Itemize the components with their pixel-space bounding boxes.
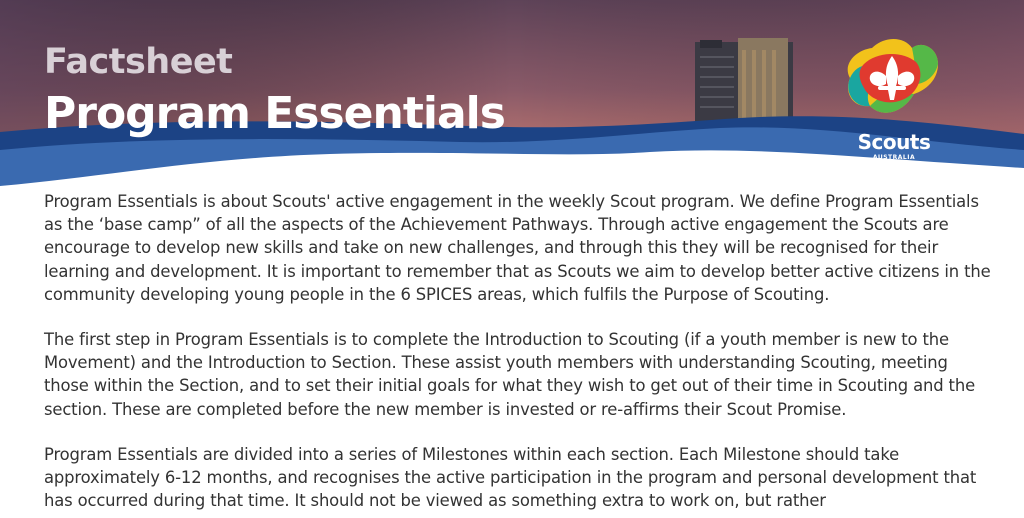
paragraph: Program Essentials is about Scouts' active engagement in the weekly Scout program. We define Program Essentials as the ‘base camp” of all the aspects of the Achievement Pathways. Through active engagement the Scouts are encourage to develop new skills and take on new challenges, and through this they will be recognised for their learning and development. It is important to remember that as Scouts we aim to develop better active citizens in the community developing young people in the 6 SPICES areas, which fulfils the Purpose of Scouting. [44, 192, 991, 304]
logo-wordmark: Scouts [857, 130, 931, 154]
paragraph: The first step in Program Essentials is to complete the Introduction to Scouting (if a youth member is new to the Movement) and the Introduction to Section. These assist youth members with understanding Scouting, meeting those within the Section, and to set their initial goals for what they wish to get out of their time in Scouting and the section. These are completed before the new member is invested or re-affirms their Scout Promise. [44, 330, 976, 419]
page-title: Program Essentials [44, 88, 505, 139]
paragraph: Program Essentials are divided into a series of Milestones within each section. Each Milestone should take approximately 6-12 months, and recognises the active participation in the program and personal development that has occurred during that time. It should not be viewed as something extra to work on, but rather [44, 444, 977, 511]
factsheet-label: Factsheet [44, 42, 233, 82]
scouts-logo [842, 34, 946, 164]
body-text [44, 190, 994, 518]
logo-subtitle: AUSTRALIA [872, 154, 916, 161]
fleur-de-lis-icon [842, 34, 946, 130]
